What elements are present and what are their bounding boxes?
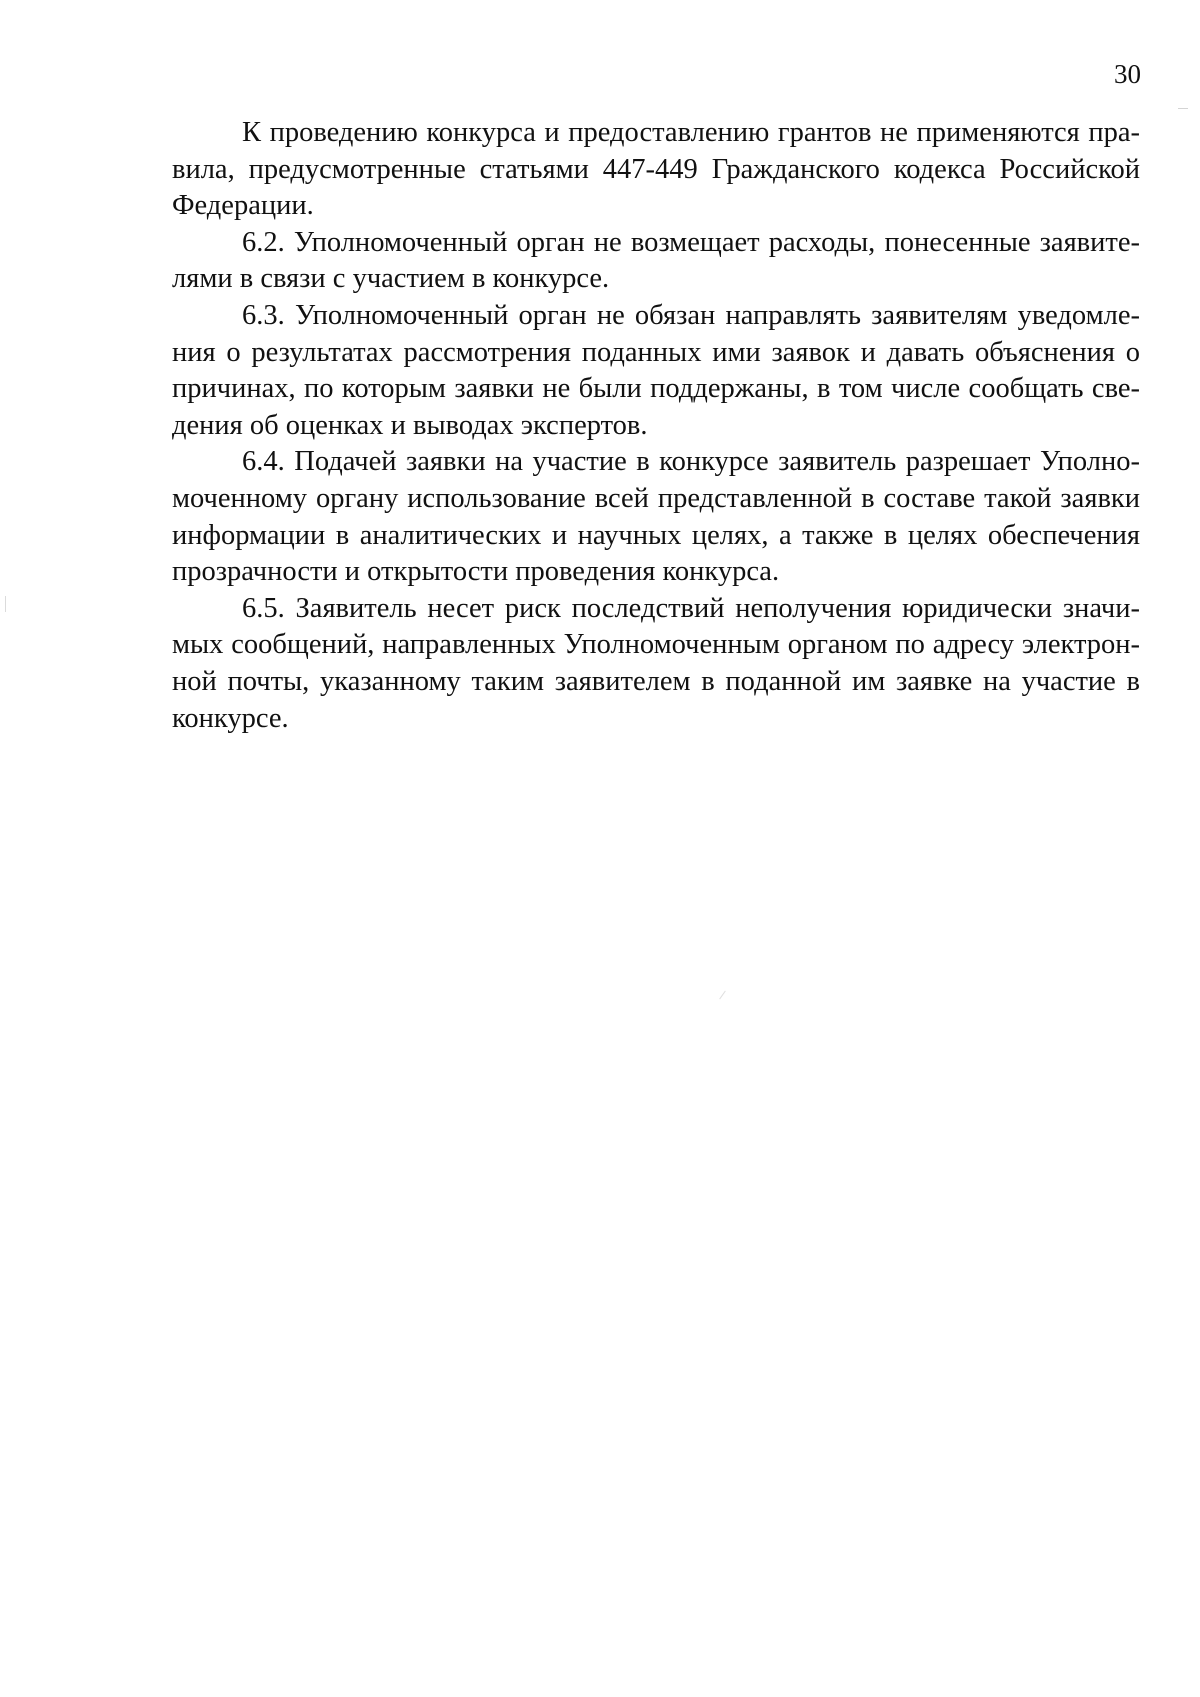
document-body (172, 115, 1140, 737)
paragraph-6-3: 6.3. Уполномоченный орган не обязан направлять заявителям уведомле-ния о результатах рассмотрения поданных ими заявок и давать объяснения о причинах, по которым заявки не были поддержаны, в том числе сообщать све-дения об оценках и выводах экспертов. (172, 299, 1140, 441)
page-number: 30 (1114, 59, 1141, 89)
scan-artifact (719, 991, 726, 1000)
paragraph-6-5: 6.5. Заявитель несет риск последствий неполучения юридически значи-мых сообщений, направленных Уполномоченным органом по адресу электрон-ной почты, указанному таким заявителем в поданной им заявке на участие в конкурсе. (172, 592, 1140, 734)
scan-artifact (5, 596, 6, 612)
paragraph-intro: К проведению конкурса и предоставлению грантов не применяются пра-вила, предусмотренные статьями 447-449 Гражданского кодекса Российской Федерации. (172, 117, 1140, 222)
paragraph-6-4: 6.4. Подачей заявки на участие в конкурсе заявитель разрешает Уполно-моченному органу использование всей представленной в составе такой заявки информации в аналитических и научных целях, а также в целях обеспечения прозрачности и открытости проведения конкурса. (172, 446, 1140, 588)
paragraph-6-2: 6.2. Уполномоченный орган не возмещает расходы, понесенные заявите-лями в связи с участием в конкурсе. (172, 226, 1140, 295)
scan-artifact (1178, 108, 1188, 109)
